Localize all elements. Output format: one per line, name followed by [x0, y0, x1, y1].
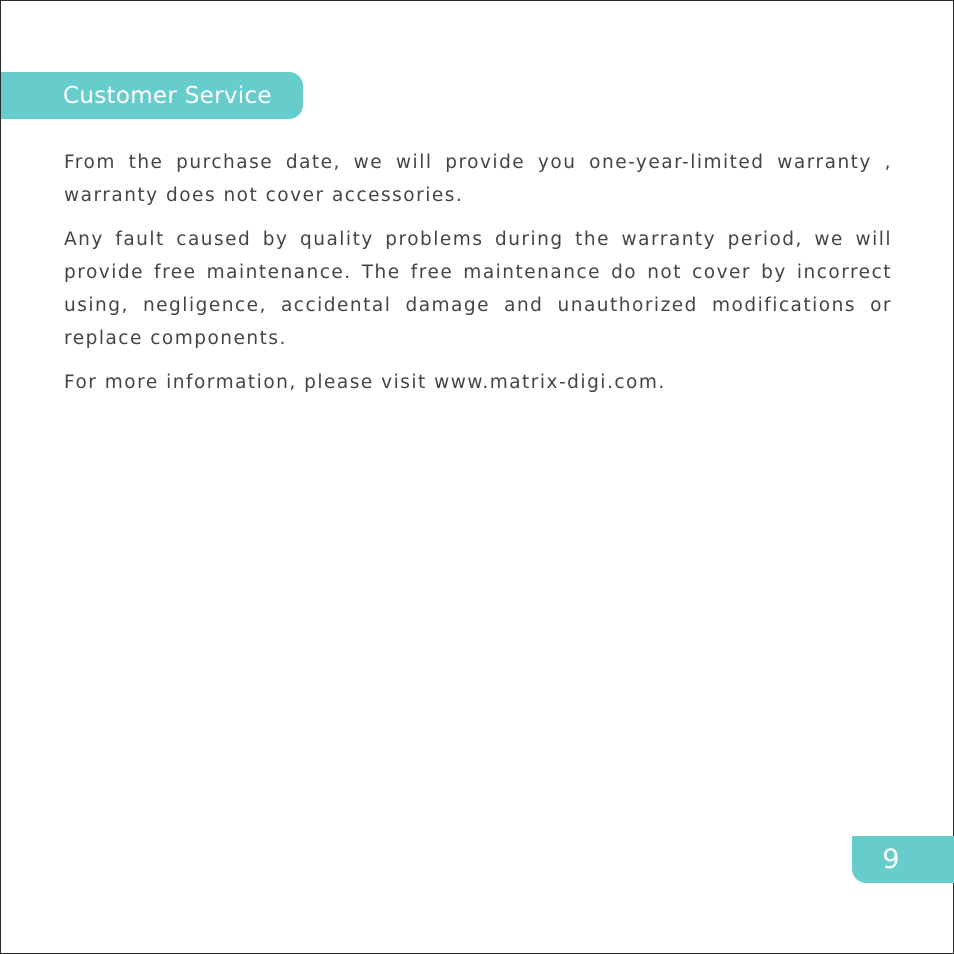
warranty-paragraph: From the purchase date, we will provide you one-year-limited warranty , warranty does not cover accessories. — [64, 152, 892, 206]
more-info-paragraph: For more information, please visit www.matrix-digi.com. — [64, 372, 666, 393]
section-title: Customer Service — [63, 83, 272, 109]
page-number-tab — [852, 836, 954, 883]
body-text — [64, 146, 892, 410]
maintenance-paragraph: Any fault caused by quality problems during the warranty period, we will provide free maintenance. The free maintenance do not cover by incorrect using, negligence, accidental damage and unauthorized modifications or replace components. — [64, 229, 892, 349]
section-header-tab — [1, 72, 303, 119]
page-number: 9 — [882, 844, 900, 875]
